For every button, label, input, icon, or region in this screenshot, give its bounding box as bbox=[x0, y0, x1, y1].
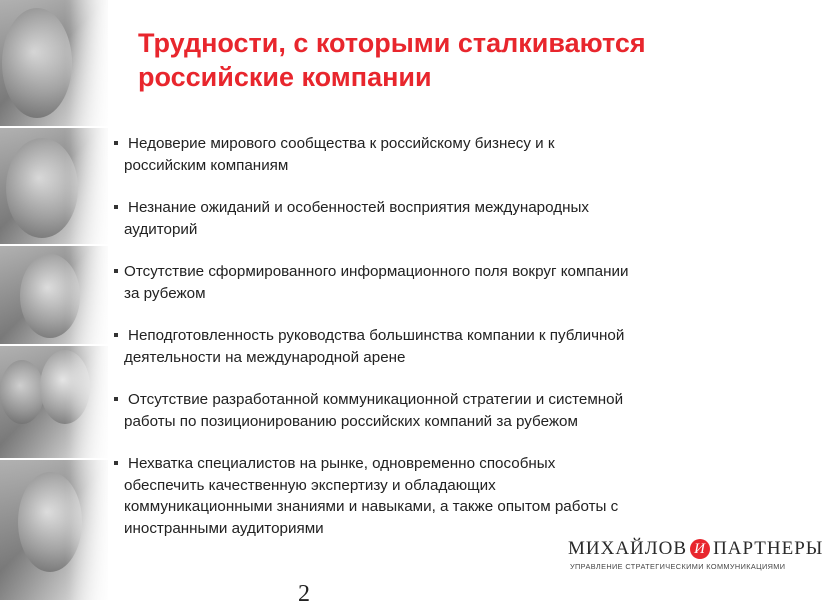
bullet-list bbox=[114, 133, 724, 560]
bullet-item: Незнание ожиданий и особенностей восприятия международных аудиторий bbox=[114, 197, 724, 240]
company-logo bbox=[568, 538, 823, 578]
page-number: 2 bbox=[298, 581, 310, 607]
bullet-square-icon bbox=[114, 461, 118, 465]
bullet-square-icon bbox=[114, 397, 118, 401]
bullet-square-icon bbox=[114, 205, 118, 209]
bullet-square-icon bbox=[114, 269, 118, 273]
logo-ampersand-circle: И bbox=[690, 539, 710, 559]
bullet-item: Нехватка специалистов на рынке, одновременно способных обеспечить качественную экспертизу и обладающих коммуникационными знаниями и навыками, а также опытом работы с иностранными аудиториями bbox=[114, 453, 724, 539]
photo-collage bbox=[0, 0, 108, 600]
bullet-square-icon bbox=[114, 333, 118, 337]
bullet-item: Недоверие мирового сообщества к российскому бизнесу и к российским компаниям bbox=[114, 133, 724, 176]
bullet-square-icon bbox=[114, 141, 118, 145]
slide-title-line2: российские компании bbox=[138, 62, 432, 92]
logo-tagline: УПРАВЛЕНИЕ СТРАТЕГИЧЕСКИМИ КОММУНИКАЦИЯМИ bbox=[570, 562, 786, 571]
bullet-item: Отсутствие разработанной коммуникационной стратегии и системной работы по позиционированию российских компаний за рубежом bbox=[114, 389, 724, 432]
logo-wordmark: МИХАЙЛОВ И ПАРТНЕРЫ bbox=[568, 538, 823, 559]
slide-title bbox=[138, 26, 758, 94]
bullet-item: Отсутствие сформированного информационного поля вокруг компании за рубежом bbox=[114, 261, 724, 304]
slide-title-line1: Трудности, с которыми сталкиваются bbox=[138, 28, 646, 58]
bullet-item: Неподготовленность руководства большинства компании к публичной деятельности на международной арене bbox=[114, 325, 724, 368]
